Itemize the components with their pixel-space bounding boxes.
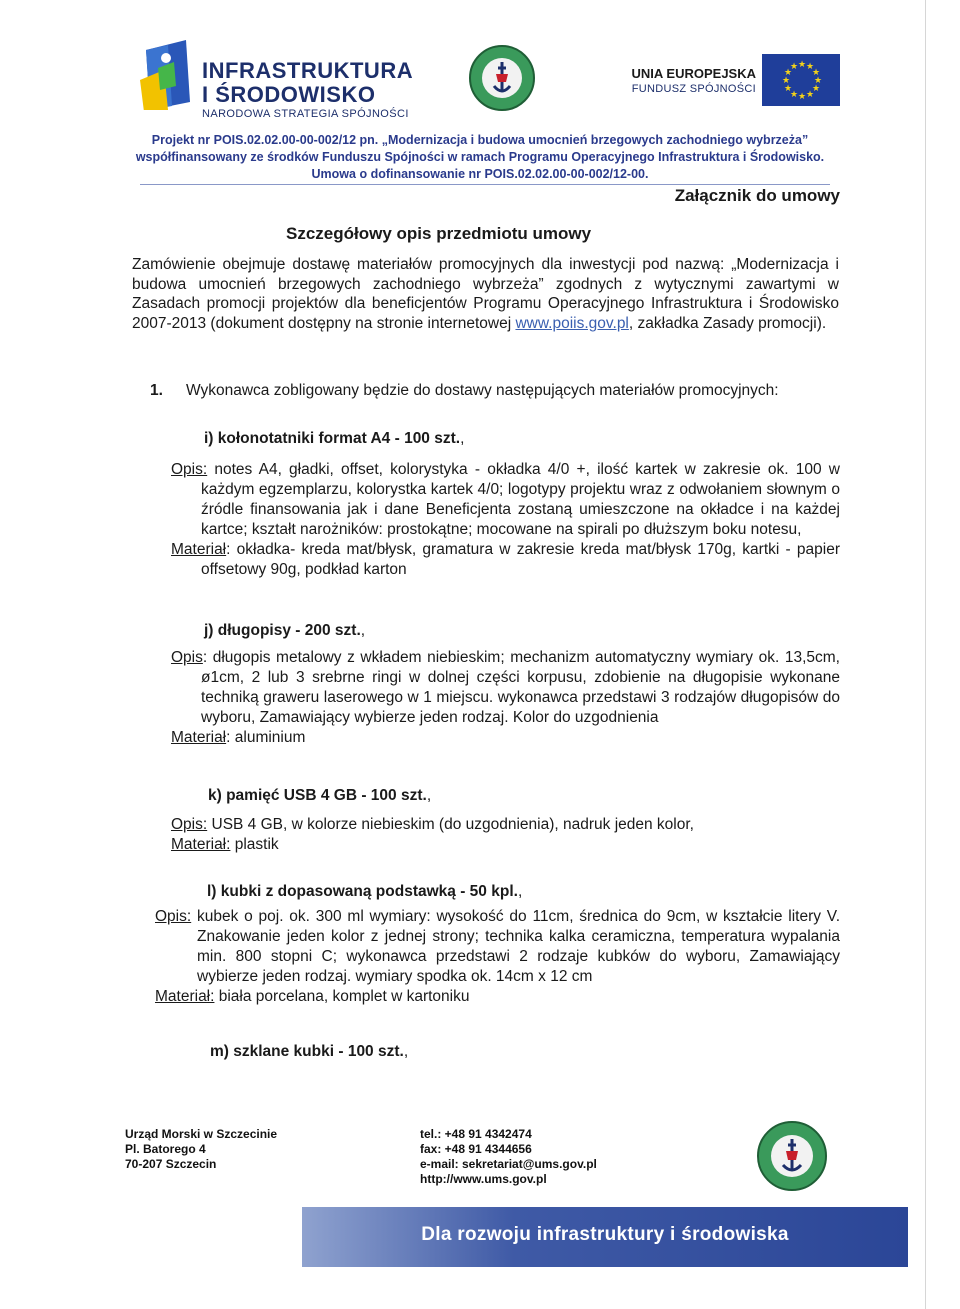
item-i-heading: i) kołonotatniki format A4 - 100 szt., xyxy=(204,430,465,447)
svg-text:★: ★ xyxy=(798,92,807,102)
svg-text:★: ★ xyxy=(784,84,793,94)
footer-email[interactable]: e-mail: sekretariat@ums.gov.pl xyxy=(420,1157,597,1171)
item-l-opis: Opis: kubek o poj. ok. 300 ml wymiary: wysokość do 11cm, średnica do 9cm, w kształcie litery V. Znakowanie jeden kolor z jednej strony; technika kalka ceramiczna, temperatura wypalania min. 800 stopni C; wykonawca przedstawi 2 rodzaje kubków do wyboru, Zamawiający wybierze jeden rodzaj. wymiary spodka ok. 14cm x 12 cm xyxy=(155,908,840,985)
logo-line-2: I ŚRODOWISKO xyxy=(202,82,376,107)
footer-fax: fax: +48 91 4344656 xyxy=(420,1142,532,1156)
footer-tel: tel.: +48 91 4342474 xyxy=(420,1127,532,1141)
document-title: Szczegółowy opis przedmiotu umowy xyxy=(286,224,592,243)
footer-contact xyxy=(420,1127,597,1187)
item-l-material: Materiał: biała porcelana, komplet w kartoniku xyxy=(155,988,470,1005)
page-edge xyxy=(925,0,926,1309)
project-info xyxy=(60,132,900,183)
footer-www[interactable]: http://www.ums.gov.pl xyxy=(420,1172,547,1186)
item-k-material: Materiał: plastik xyxy=(171,836,279,853)
svg-text:★: ★ xyxy=(790,90,799,100)
header-divider xyxy=(140,184,830,185)
svg-text:★: ★ xyxy=(806,62,815,72)
project-line-3: Umowa o dofinansowanie nr POIS.02.02.00-00-002/12-00. xyxy=(311,167,649,181)
eu-label xyxy=(600,66,756,95)
section-text: Wykonawca zobligowany będzie do dostawy następujących materiałów promocyjnych: xyxy=(186,382,779,399)
svg-text:★: ★ xyxy=(812,68,821,78)
svg-text:★: ★ xyxy=(806,90,815,100)
infrastruktura-logo xyxy=(138,34,414,120)
section-1 xyxy=(150,381,839,401)
footer-address: Urząd Morski w Szczecinie Pl. Batorego 4 70-207 Szczecin xyxy=(125,1127,278,1171)
project-line-2: współfinansowany ze środków Funduszu Spójności w ramach Programu Operacyjnego Infrastruktura i Środowisko. xyxy=(135,150,825,164)
maritime-office-seal-icon xyxy=(468,44,536,112)
item-k-heading: k) pamięć USB 4 GB - 100 szt., xyxy=(208,787,432,804)
svg-text:★: ★ xyxy=(784,68,793,78)
intro-paragraph xyxy=(132,255,839,333)
eu-flag-icon xyxy=(762,54,840,106)
maritime-office-seal-icon-footer xyxy=(756,1120,828,1192)
svg-text:★: ★ xyxy=(798,60,807,70)
svg-text:★: ★ xyxy=(812,84,821,94)
eu-line-1: UNIA EUROPEJSKA xyxy=(631,66,756,81)
item-i-material: Materiał: okładka- kreda mat/błysk, gramatura w zakresie kreda mat/błysk 170g, kartki - papier offsetowy 90g, podkład karton xyxy=(171,541,840,578)
banner-text: Dla rozwoju infrastruktury i środowiska xyxy=(421,1224,789,1245)
intro-text: Zamówienie obejmuje dostawę materiałów promocyjnych dla inwestycji pod nazwą: „Modernizacja i budowa umocnień brzegowych zachodniego wybrzeża” zgodnych z wytycznymi zawartymi w Zasadach promocji projektów dla beneficjentów Programu Operacyjnego Infrastruktura i Środowisko 2007-2013 (dokument dostępny na stronie internetowej xyxy=(132,256,839,332)
item-l-heading: l) kubki z dopasowaną podstawką - 50 kpl., xyxy=(207,883,523,900)
item-k-description xyxy=(171,815,840,855)
svg-text:★: ★ xyxy=(814,76,823,86)
item-j-material: Materiał: aluminium xyxy=(171,729,306,746)
item-k-opis: Opis: USB 4 GB, w kolorze niebieskim (do uzgodnienia), nadruk jeden kolor, xyxy=(171,816,694,833)
logo-line-3: NARODOWA STRATEGIA SPÓJNOŚCI xyxy=(202,108,409,120)
svg-text:★: ★ xyxy=(782,76,791,86)
section-number: 1. xyxy=(150,382,163,399)
poiis-link[interactable]: www.poiis.gov.pl xyxy=(515,314,629,332)
item-i-description xyxy=(171,460,840,580)
logo-line-1: INFRASTRUKTURA xyxy=(202,58,414,83)
eu-line-2: FUNDUSZ SPÓJNOŚCI xyxy=(631,83,756,95)
project-line-1: Projekt nr POIS.02.02.00-00-002/12 pn. „Modernizacja i budowa umocnień brzegowych zachodniego wybrzeża” xyxy=(151,133,809,147)
item-m-heading: m) szklane kubki - 100 szt., xyxy=(210,1043,409,1060)
svg-text:★: ★ xyxy=(790,62,799,72)
item-j-heading: j) długopisy - 200 szt., xyxy=(204,622,366,639)
item-l-description xyxy=(155,907,840,1007)
intro-text-end: , zakładka Zasady promocji). xyxy=(628,314,827,332)
item-i-opis: Opis: notes A4, gładki, offset, kolorystyka - okładka 4/0 +, ilość kartek w zakresie ok. 100 w każdym egzemplarzu, kolorystka kartek 4/0; logotypy projektu wraz z odwołaniem słownym o źródle finansowania jak i dane Beneficjenta zostaną umieszczone na okładce i na każdej kartce; kształt narożników: prostokątne; mocowane na spirali po dłuższym boku notesu, xyxy=(171,461,840,538)
item-j-description xyxy=(171,648,840,748)
item-j-opis: Opis: długopis metalowy z wkładem niebieskim; mechanizm automatyczny wymiary ok. 13,5cm, ø1cm, 2 lub 3 srebrne ringi w dolnej części korpusu, zdobienie na długopisie wykonane techniką graweru laserowego w 1 miejscu. wykonawca przedstawi 3 rodzajów długopisów do wyboru, Zamawiający wybierze jeden rodzaj. Kolor do uzgodnienia xyxy=(171,649,840,726)
attachment-label: Załącznik do umowy xyxy=(674,186,840,205)
flag-mark-icon xyxy=(138,40,198,110)
footer-banner xyxy=(302,1207,908,1267)
